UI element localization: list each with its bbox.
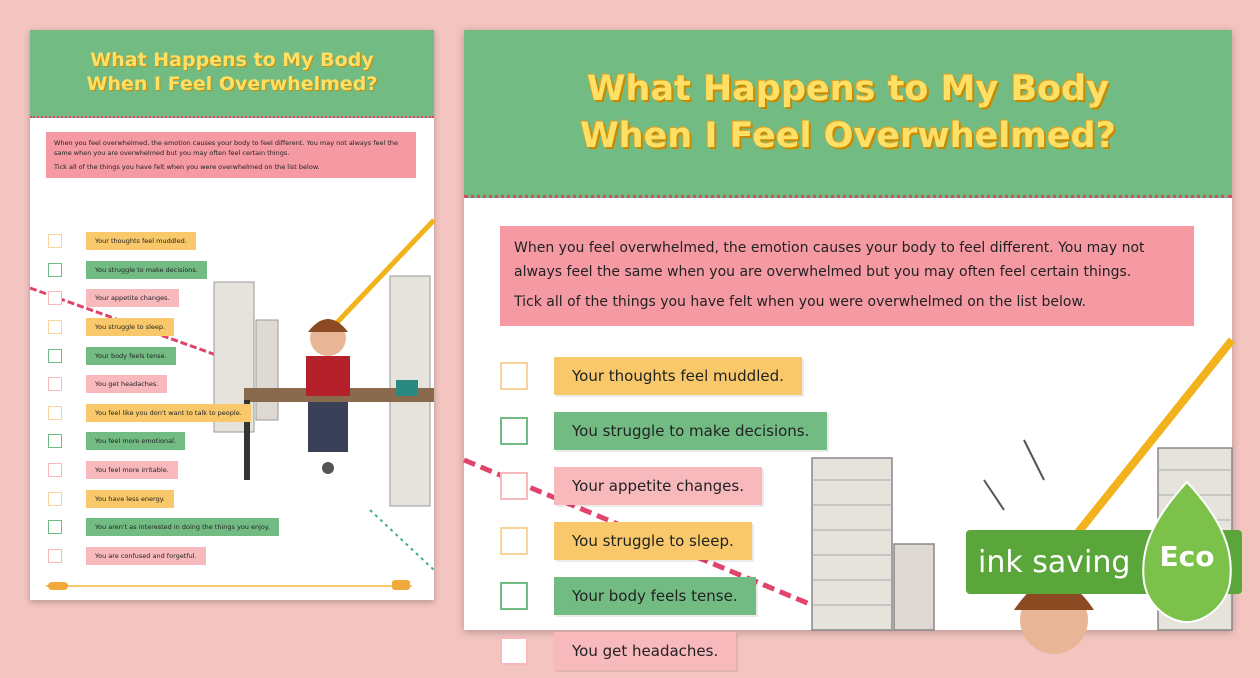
large-intro-para1: When you feel overwhelmed, the emotion causes your body to feel different. You may not always feel the same when you are overwhelmed but you may often feel certain things. bbox=[514, 240, 1145, 281]
large-checklist-item bbox=[500, 348, 827, 403]
small-checkbox[interactable] bbox=[48, 263, 62, 277]
large-checkbox[interactable] bbox=[500, 472, 528, 500]
small-intro-para2: Tick all of the things you have felt when you were overwhelmed on the list below. bbox=[54, 162, 320, 171]
large-title-line2: When I Feel Overwhelmed? bbox=[580, 115, 1116, 156]
small-checkbox[interactable] bbox=[48, 434, 62, 448]
large-item-label: Your body feels tense. bbox=[554, 577, 756, 615]
large-item-label: Your appetite changes. bbox=[554, 467, 762, 505]
large-checklist-item bbox=[500, 513, 827, 568]
large-checkbox[interactable] bbox=[500, 417, 528, 445]
small-checklist-item bbox=[48, 313, 279, 342]
large-item-label: You get headaches. bbox=[554, 632, 736, 670]
large-checklist-item bbox=[500, 568, 827, 623]
small-checklist-item bbox=[48, 256, 279, 285]
large-title-line1: What Happens to My Body bbox=[586, 68, 1110, 109]
small-footer-line bbox=[46, 585, 412, 587]
small-footer-logo bbox=[48, 582, 68, 590]
small-item-label: You have less energy. bbox=[86, 490, 174, 508]
ink-saving-text: ink saving bbox=[978, 544, 1131, 580]
large-intro-box bbox=[500, 226, 1194, 326]
small-item-label: You feel more irritable. bbox=[86, 461, 178, 479]
small-checklist-item bbox=[48, 513, 279, 542]
small-checkbox[interactable] bbox=[48, 320, 62, 334]
small-checklist-item bbox=[48, 284, 279, 313]
small-item-label: Your thoughts feel muddled. bbox=[86, 232, 196, 250]
small-item-label: Your body feels tense. bbox=[86, 347, 176, 365]
small-checklist-item bbox=[48, 227, 279, 256]
small-header bbox=[30, 30, 434, 118]
small-checklist-item bbox=[48, 370, 279, 399]
small-preview-page[interactable] bbox=[30, 30, 434, 600]
small-checkbox[interactable] bbox=[48, 463, 62, 477]
large-checkbox[interactable] bbox=[500, 582, 528, 610]
small-intro-box bbox=[46, 132, 416, 178]
small-footer-logo-right bbox=[392, 580, 410, 590]
small-item-label: You struggle to make decisions. bbox=[86, 261, 207, 279]
small-checkbox[interactable] bbox=[48, 234, 62, 248]
small-checkbox[interactable] bbox=[48, 406, 62, 420]
large-header bbox=[464, 30, 1232, 198]
large-checklist bbox=[500, 348, 827, 678]
small-item-label: You feel more emotional. bbox=[86, 432, 185, 450]
small-title-line1: What Happens to My Body bbox=[90, 49, 374, 72]
small-checklist-item bbox=[48, 399, 279, 428]
small-checkbox[interactable] bbox=[48, 549, 62, 563]
small-checklist-item bbox=[48, 456, 279, 485]
small-checklist-item bbox=[48, 484, 279, 513]
eco-label: Eco bbox=[1159, 540, 1215, 573]
small-item-label: You aren't as interested in doing the things you enjoy. bbox=[86, 518, 279, 536]
small-item-label: You feel like you don't want to talk to people. bbox=[86, 404, 251, 422]
large-checklist-item bbox=[500, 403, 827, 458]
large-item-label: You struggle to sleep. bbox=[554, 522, 752, 560]
large-checklist-item bbox=[500, 623, 827, 678]
small-item-label: You are confused and forgetful. bbox=[86, 547, 206, 565]
small-checklist-item bbox=[48, 542, 279, 571]
small-title-line2: When I Feel Overwhelmed? bbox=[86, 73, 378, 95]
large-item-label: You struggle to make decisions. bbox=[554, 412, 827, 450]
large-checkbox[interactable] bbox=[500, 362, 528, 390]
large-item-label: Your thoughts feel muddled. bbox=[554, 357, 802, 395]
small-intro-para1: When you feel overwhelmed, the emotion causes your body to feel different. You may not always feel the same when you are overwhelmed but you may often feel certain things. bbox=[54, 139, 399, 158]
small-checklist bbox=[48, 227, 279, 570]
small-checklist-item bbox=[48, 427, 279, 456]
large-checkbox[interactable] bbox=[500, 527, 528, 555]
small-item-label: You get headaches. bbox=[86, 375, 167, 393]
small-checkbox[interactable] bbox=[48, 291, 62, 305]
large-checklist-item bbox=[500, 458, 827, 513]
small-checkbox[interactable] bbox=[48, 349, 62, 363]
small-checkbox[interactable] bbox=[48, 520, 62, 534]
small-checkbox[interactable] bbox=[48, 492, 62, 506]
small-checkbox[interactable] bbox=[48, 377, 62, 391]
large-intro-para2: Tick all of the things you have felt when you were overwhelmed on the list below. bbox=[514, 294, 1087, 311]
small-checklist-item bbox=[48, 341, 279, 370]
small-item-label: Your appetite changes. bbox=[86, 289, 179, 307]
large-checkbox[interactable] bbox=[500, 637, 528, 665]
small-item-label: You struggle to sleep. bbox=[86, 318, 174, 336]
